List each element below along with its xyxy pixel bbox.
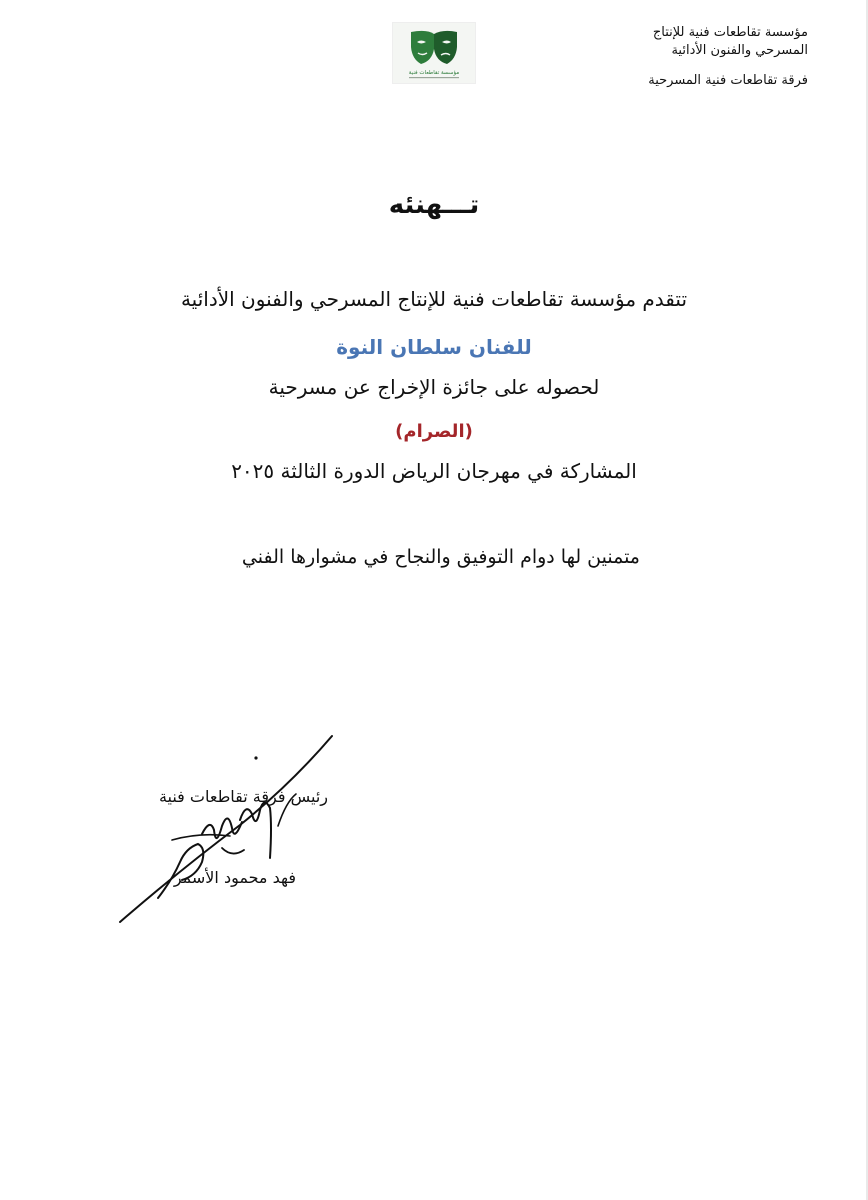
troupe-name: فرقة تقاطعات فنية المسرحية xyxy=(648,73,808,88)
logo-caption-subline xyxy=(409,77,459,78)
org-name-line-2: المسرحي والفنون الأدائية xyxy=(671,43,808,58)
congrats-line-1: تتقدم مؤسسة تقاطعات فنية للإنتاج المسرحي والفنون الأدائية xyxy=(180,287,688,311)
org-name-line-1: مؤسسة تقاطعات فنية للإنتاج xyxy=(652,25,808,40)
honoree-name: للفنان سلطان النوة xyxy=(336,335,532,359)
closing-wish: متمنين لها دوام التوفيق والنجاح في مشوارها الفني xyxy=(241,546,640,568)
letter-title: تـــهنئه xyxy=(388,190,480,220)
logo-graphic xyxy=(393,23,475,83)
signatory-name: فهد محمود الأسمر xyxy=(173,868,296,887)
congrats-line-3: لحصوله على جائزة الإخراج عن مسرحية xyxy=(268,375,600,399)
theatre-masks-logo xyxy=(392,22,476,84)
handwritten-signature xyxy=(110,730,350,930)
right-mask-shape xyxy=(434,31,457,64)
play-title: (الصرام) xyxy=(395,421,473,442)
organization-header xyxy=(588,24,808,90)
logo-caption: مؤسسة تقاطعات فنية xyxy=(408,70,460,76)
left-mask-shape xyxy=(411,31,434,64)
congrats-line-5: المشاركة في مهرجان الرياض الدورة الثالثة ٢٠٢٥ xyxy=(231,459,637,483)
signatory-role: رئيس فرقة تقاطعات فنية xyxy=(158,787,328,806)
